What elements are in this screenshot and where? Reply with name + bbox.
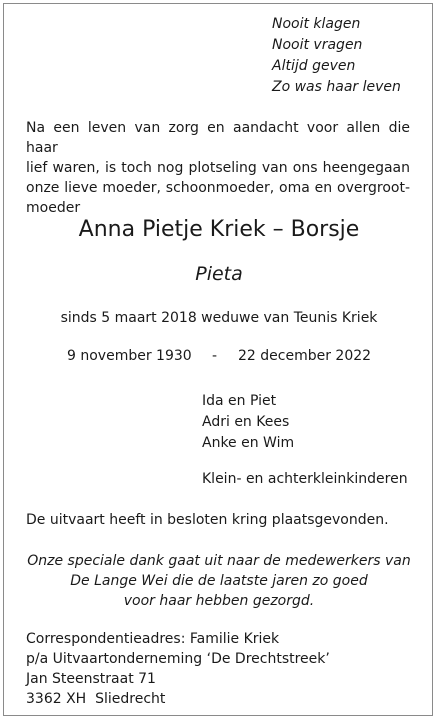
address-line: Jan Steenstraat 71 bbox=[26, 671, 156, 687]
poem-line: Nooit vragen bbox=[272, 37, 363, 53]
intro-paragraph bbox=[26, 118, 410, 218]
intro-line: moeder bbox=[26, 200, 81, 216]
address-line: p/a Uitvaartonderneming ‘De Drechtstreek’ bbox=[26, 651, 330, 667]
thanks-line: De Lange Wei die de laatste jaren zo goed bbox=[70, 573, 368, 589]
intro-line: Na een leven van zorg en aandacht voor allen die haar bbox=[26, 120, 410, 156]
family-member: Anke en Wim bbox=[202, 435, 295, 451]
poem-line: Nooit klagen bbox=[272, 16, 361, 32]
poem-line: Zo was haar leven bbox=[272, 79, 401, 95]
poem-line: Altijd geven bbox=[272, 58, 356, 74]
family-list bbox=[202, 391, 294, 454]
intro-line: onze lieve moeder, schoonmoeder, oma en overgroot- bbox=[26, 180, 410, 196]
thanks-line: voor haar hebben gezorgd. bbox=[123, 593, 315, 609]
death-date: 22 december 2022 bbox=[238, 348, 372, 364]
widow-note: sinds 5 maart 2018 weduwe van Teunis Kriek bbox=[60, 310, 378, 326]
address-line: Correspondentieadres: Familie Kriek bbox=[26, 631, 280, 647]
death-notice-card bbox=[3, 3, 433, 716]
poem bbox=[272, 14, 401, 98]
address-line: 3362 XH Sliedrecht bbox=[26, 691, 166, 707]
deceased-nickname: Pieta bbox=[195, 263, 243, 285]
thanks-message bbox=[4, 551, 434, 611]
grandchildren-line: Klein- en achterkleinkinderen bbox=[202, 471, 408, 487]
correspondence-address bbox=[26, 629, 330, 709]
thanks-line: Onze speciale dank gaat uit naar de medewerkers van bbox=[27, 553, 411, 569]
deceased-name: Anna Pietje Kriek – Borsje bbox=[78, 217, 360, 242]
birth-date: 9 november 1930 bbox=[67, 348, 192, 364]
family-member: Ida en Piet bbox=[202, 393, 277, 409]
funeral-note: De uitvaart heeft in besloten kring plaatsgevonden. bbox=[26, 512, 389, 528]
intro-line: lief waren, is toch nog plotseling van ons heengegaan bbox=[26, 160, 410, 176]
date-separator: - bbox=[212, 348, 218, 364]
family-member: Adri en Kees bbox=[202, 414, 290, 430]
